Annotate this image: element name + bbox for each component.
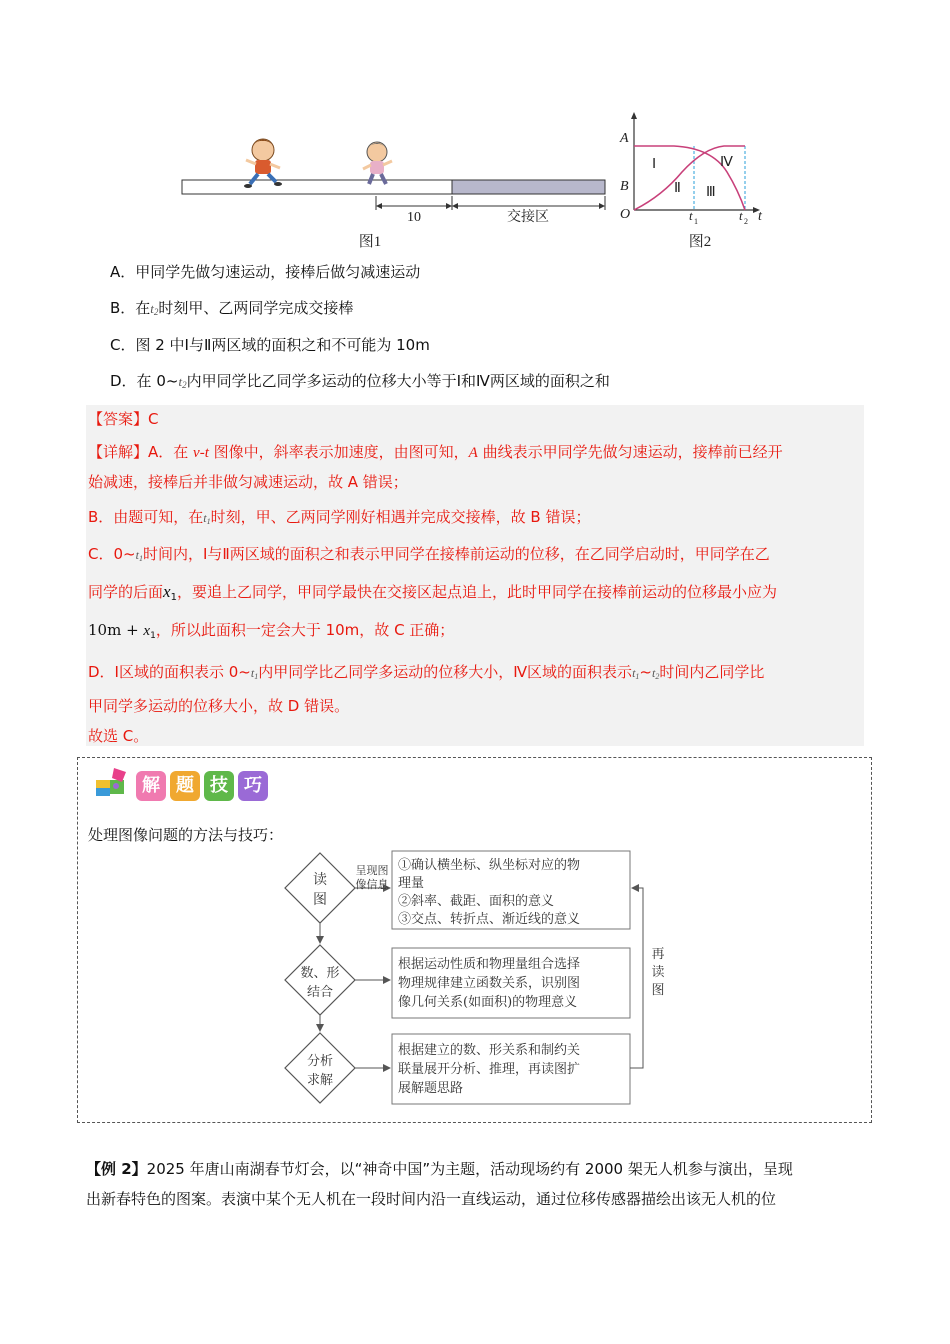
example-2-line-2: 出新春特色的图案。表演中某个无人机在一段时间内沿一直线运动，通过位移传感器描绘出该无人机的位 [86, 1190, 777, 1208]
final-answer-line: 故选 C。 [88, 727, 149, 745]
detail-a-line-1: 【详解】A．在 v-t 图像中，斜率表示加速度，由图可知，A 曲线表示甲同学先做匀速运动，接棒前已经开 [88, 443, 783, 461]
detail-c-line-2: 同学的后面$x_1$，要追上乙同学，甲同学最快在交接区起点追上，此时甲同学在接棒前运动的位移最小应为 [88, 582, 777, 603]
figure-1-caption: 图1 [358, 234, 382, 250]
read-node [285, 853, 355, 923]
svg-text:③交点、转折点、渐近线的意义: ③交点、转折点、渐近线的意义 [398, 912, 581, 927]
tips-box [77, 757, 872, 1123]
svg-text:根据建立的数、形关系和制约关: 根据建立的数、形关系和制约关 [398, 1043, 581, 1058]
answer-line: 【答案】C [88, 410, 159, 428]
svg-text:结合: 结合 [306, 985, 334, 1000]
detail-c-line-3: $10m + x_1$，所以此面积一定会大于 10m，故 C 正确； [88, 621, 455, 641]
figure-2-caption: 图2 [688, 234, 712, 250]
answer-explanation-block [86, 405, 864, 746]
track-bar [182, 180, 452, 194]
tips-badge-1: 解 [136, 771, 166, 801]
tips-badge-3: 技 [204, 771, 234, 801]
detail-a-line-2: 始减速，接棒后并非做匀减速运动，故 A 错误； [88, 473, 408, 491]
svg-text:再: 再 [651, 947, 665, 962]
svg-text:读: 读 [313, 872, 327, 888]
region-4-label: Ⅳ [720, 155, 733, 170]
option-c: C．图 2 中Ⅰ与Ⅱ两区域的面积之和不可能为 10m [110, 336, 430, 354]
tips-badge-4: 巧 [238, 771, 268, 801]
t1-sub: 1 [694, 217, 698, 226]
option-a: A．甲同学先做匀速运动，接棒后做匀减速运动 [110, 263, 421, 281]
detail-d-line-2: 甲同学多运动的位移大小，故 D 错误。 [88, 697, 350, 715]
svg-text:呈现图: 呈现图 [355, 864, 389, 877]
svg-text:展解题思路: 展解题思路 [398, 1081, 464, 1096]
region-2-label: Ⅱ [674, 181, 681, 196]
method-flowchart [278, 848, 678, 1118]
puzzle-icon [94, 766, 130, 800]
figure-2-vt-graph [612, 108, 772, 253]
detail-c-line-1: C．$0\sim t_1$时间内，Ⅰ与Ⅱ两区域的面积之和表示甲同学在接棒前运动的位移，在乙同学启动时，甲同学在乙 [88, 545, 770, 563]
tips-badge-2: 题 [170, 771, 200, 801]
tips-intro: 处理图像问题的方法与技巧： [88, 826, 284, 844]
curve-a-label: A [620, 131, 629, 146]
svg-text:图: 图 [651, 983, 665, 998]
zone-label: 交接区 [507, 209, 549, 225]
reread-loop-line [630, 888, 643, 1068]
svg-text:②斜率、截距、面积的意义: ②斜率、截距、面积的意义 [398, 894, 555, 909]
detail-d-line-1: D．Ⅰ区域的面积表示 $0\sim t_1$内甲同学比乙同学多运动的位移大小，Ⅳ区域的面积表示$t_1\sim t_2$时间内乙同学比 [88, 663, 765, 681]
svg-text:①确认横坐标、纵坐标对应的物: ①确认横坐标、纵坐标对应的物 [398, 858, 581, 873]
svg-text:求解: 求解 [306, 1073, 334, 1088]
segment-label: 10 [407, 210, 421, 225]
region-3-label: Ⅲ [706, 185, 716, 200]
t-axis-label: t [758, 209, 762, 224]
svg-text:根据运动性质和物理量组合选择: 根据运动性质和物理量组合选择 [398, 957, 581, 972]
option-d: D．在 $0\sim t_2$内甲同学比乙同学多运动的位移大小等于Ⅰ和Ⅳ两区域的面积之和 [110, 372, 610, 390]
runner-yi-illustration [363, 142, 392, 184]
t2-label: t [739, 208, 743, 223]
t1-label: t [689, 208, 693, 223]
region-1-label: Ⅰ [652, 157, 657, 172]
origin-label: O [620, 207, 631, 222]
option-b: B．在$t_2$时刻甲、乙两同学完成交接棒 [110, 299, 354, 317]
t2-sub: 2 [744, 217, 748, 226]
figure-1 [170, 128, 620, 253]
curve-b-label: B [620, 179, 629, 194]
detail-b-line: B．由题可知，在$t_1$时刻，甲、乙两同学刚好相遇并完成交接棒，故 B 错误； [88, 508, 591, 526]
svg-text:数、形: 数、形 [300, 966, 340, 981]
svg-text:像几何关系(如面积)的物理意义: 像几何关系(如面积)的物理意义 [398, 995, 578, 1010]
svg-text:理量: 理量 [398, 876, 425, 891]
example-2-line-1: 【例 2】2025 年唐山南湖春节灯会，以“神奇中国”为主题，活动现场约有 2000 架无人机参与演出，呈现 [86, 1160, 793, 1178]
svg-text:读: 读 [651, 965, 665, 980]
svg-text:分析: 分析 [306, 1054, 334, 1069]
handoff-zone-bar [452, 180, 605, 194]
svg-text:联量展开分析、推理，再读图扩: 联量展开分析、推理，再读图扩 [398, 1062, 581, 1077]
svg-text:物理规律建立函数关系，识别图: 物理规律建立函数关系，识别图 [398, 976, 581, 991]
svg-text:图: 图 [313, 892, 327, 908]
svg-text:像信息: 像信息 [355, 878, 389, 891]
